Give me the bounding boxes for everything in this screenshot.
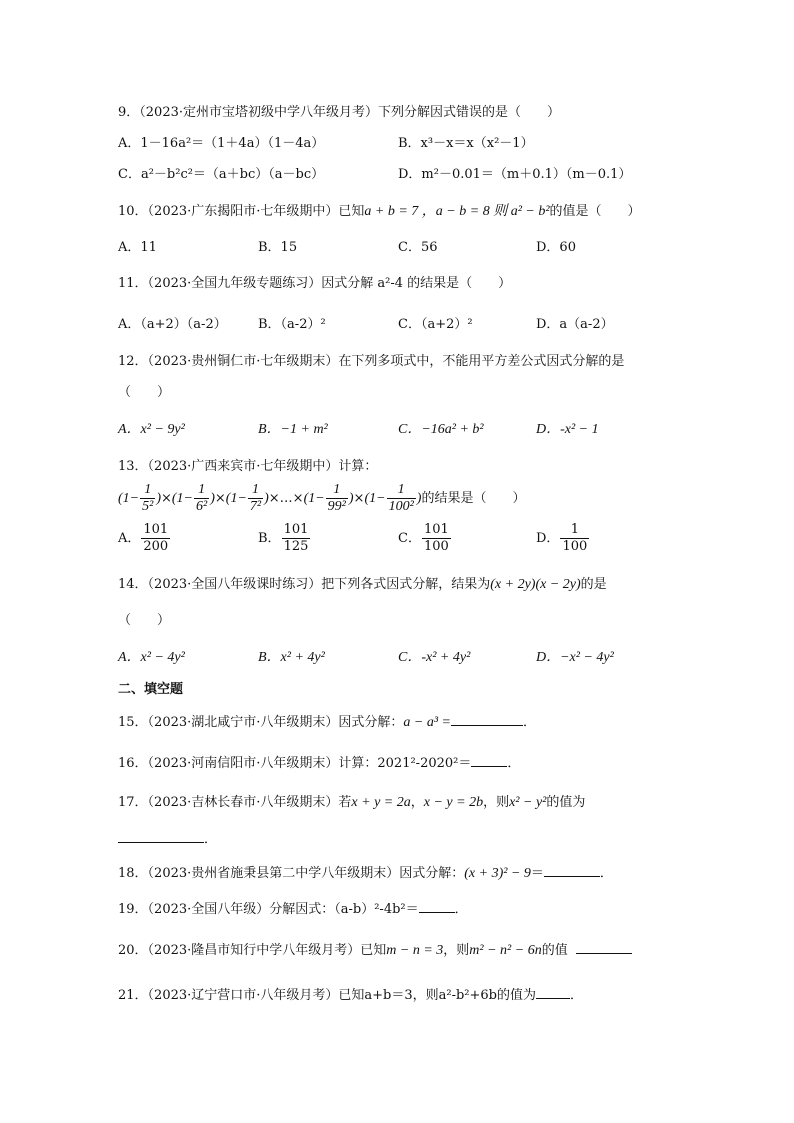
q19-answer-blank[interactable] — [419, 900, 455, 913]
q12-option-b — [258, 421, 328, 439]
q16-answer-blank[interactable] — [471, 754, 507, 767]
q14-option-a-text: A．x² − 4y² — [118, 650, 185, 665]
q17: 17．（2023·吉林长春市·八年级期末）若x + y = 2a，x − y = 2b，则x² − y²的值为 — [118, 795, 586, 810]
q12-option-d-text: D．-x² − 1 — [536, 422, 599, 437]
q9-stem: 9．（2023·定州市宝塔初级中学八年级月考）下列分解因式错误的是（ ） — [118, 105, 560, 120]
q16: 16．（2023·河南信阳市·八年级期末）计算：2021²-2020²＝ ． — [118, 756, 521, 771]
q19: 19．（2023·全国八年级）分解因式：（a-b）²-4b²＝ ． — [118, 902, 468, 917]
q9-option-b: B．x³－x＝x（x²－1） — [398, 136, 534, 151]
q20-answer-blank[interactable] — [576, 941, 632, 954]
q9-option-a: A．1－16a²＝（1＋4a）（1－4a） — [118, 136, 325, 151]
q13-option-a: A． $\frac{101}{200}$ — [118, 522, 169, 554]
q21-answer-blank[interactable] — [536, 986, 570, 999]
q10-option-d: D．60 — [536, 240, 576, 255]
q15-answer-blank[interactable] — [451, 713, 523, 726]
q12-option-d — [536, 421, 599, 439]
q14-option-c — [398, 649, 470, 667]
section-heading-fill-in: 二、填空题 — [118, 682, 184, 697]
q12-stem: 12．（2023·贵州铜仁市·七年级期末）在下列多项式中，不能用平方差公式因式分解的是 — [118, 354, 625, 369]
q21: 21．（2023·辽宁营口市·八年级月考）已知a+b＝3，则a²-b²+6b的值为 ． — [118, 988, 584, 1003]
q13-suffix: 的结果是（ ） — [421, 491, 526, 506]
q12-paren: （ ） — [118, 385, 171, 400]
q18-answer-blank[interactable] — [544, 864, 600, 877]
q11-option-b: B．（a-2）² — [258, 317, 326, 332]
q14-stem-text: 14．（2023·全国八年级课时练习）把下列各式因式分解，结果为 — [118, 577, 491, 592]
q11-stem: 11．（2023·全国九年级专题练习）因式分解 a²-4 的结果是（ ） — [118, 276, 512, 291]
q11-option-a: A．（a+2）（a-2） — [118, 317, 227, 332]
q10-stem — [118, 203, 641, 221]
q14-paren: （ ） — [118, 613, 171, 628]
q17-answer-line: ． — [118, 830, 217, 849]
q13-option-b: B． $\frac{101}{125}$ — [258, 522, 309, 554]
q13-term-2: (1− $\frac{1}{\text{6²}}$ ) — [171, 482, 215, 515]
q10-math: a + b = 7 ，a − b = 8 则 a² − b² — [364, 204, 550, 219]
q20: 20．（2023·隆昌市知行中学八年级月考）已知m − n = 3，则m² − n² − 6n的值 — [118, 941, 632, 960]
q18: 18．（2023·贵州省施秉县第二中学八年级期末）因式分解：(x + 3)² − 9＝ ． — [118, 866, 613, 881]
q13-option-c: C． $\frac{101}{100}$ — [398, 522, 449, 554]
q12-option-a — [118, 421, 185, 439]
q14-option-a — [118, 649, 185, 667]
q10-option-b: B．15 — [258, 240, 298, 255]
q14-option-d — [536, 649, 614, 667]
q17-answer-blank[interactable] — [118, 830, 204, 843]
q14-option-b — [258, 649, 325, 667]
q12-option-a-text: A．x² − 9y² — [118, 422, 185, 437]
q10-option-a: A．11 — [118, 240, 157, 255]
q12-option-b-text: B．−1 + m² — [258, 422, 328, 437]
q10-prefix: 10．（2023·广东揭阳市·七年级期中）已知 — [118, 204, 365, 219]
q9-option-d: D．m²－0.01＝（m＋0.1）（m－0.1） — [398, 167, 632, 182]
q10-suffix: 的值是（ ） — [549, 204, 641, 219]
q13-expression: (1− $\frac{1}{\text{5²}}$ )×(1− $\frac{1}{\text{6²}}$ )×(1− $\frac{1}{\text{7²}}$ )×…×(1− $\frac{1}{\text{99²}}$ )×(1− $\frac{1}{\text{100²}}$ )的结果是（ ） — [118, 482, 526, 515]
q13-stem: 13．（2023·广西来宾市·七年级期中）计算： — [118, 459, 378, 474]
q12-option-c — [398, 421, 484, 439]
q13-term-3: (1− $\frac{1}{\text{7²}}$ ) — [225, 482, 269, 515]
q15: 15．（2023·湖北咸宁市·八年级期末）因式分解：a − a³ = ． — [118, 715, 537, 730]
q10-option-c: C．56 — [398, 240, 438, 255]
q14-stem — [118, 576, 607, 594]
q14-option-c-text: C．-x² + 4y² — [398, 650, 471, 665]
q14-option-b-text: B．x² + 4y² — [258, 650, 325, 665]
q9-option-c: C．a²－b²c²＝（a＋bc）（a－bc） — [118, 167, 325, 182]
q13-term-1: (1− $\frac{1}{\text{5²}}$ ) — [118, 482, 161, 515]
q14-option-d-text: D．−x² − 4y² — [536, 650, 614, 665]
q11-option-d: D．a（a-2） — [536, 317, 614, 332]
q13-ellipsis: ×…× — [268, 491, 304, 506]
q13-term-5: (1− $\frac{1}{\text{100²}}$ ) — [364, 482, 422, 515]
q14-suffix: 的是 — [580, 577, 607, 592]
q13-option-d: D． $\frac{1}{100}$ — [536, 522, 588, 554]
q11-option-c: C．（a+2）² — [398, 317, 473, 332]
q12-option-c-text: C．−16a² + b² — [398, 422, 484, 437]
q13-term-4: (1− $\frac{1}{\text{99²}}$ ) — [303, 482, 354, 515]
q14-math: (x + 2y)(x − 2y) — [490, 577, 581, 592]
